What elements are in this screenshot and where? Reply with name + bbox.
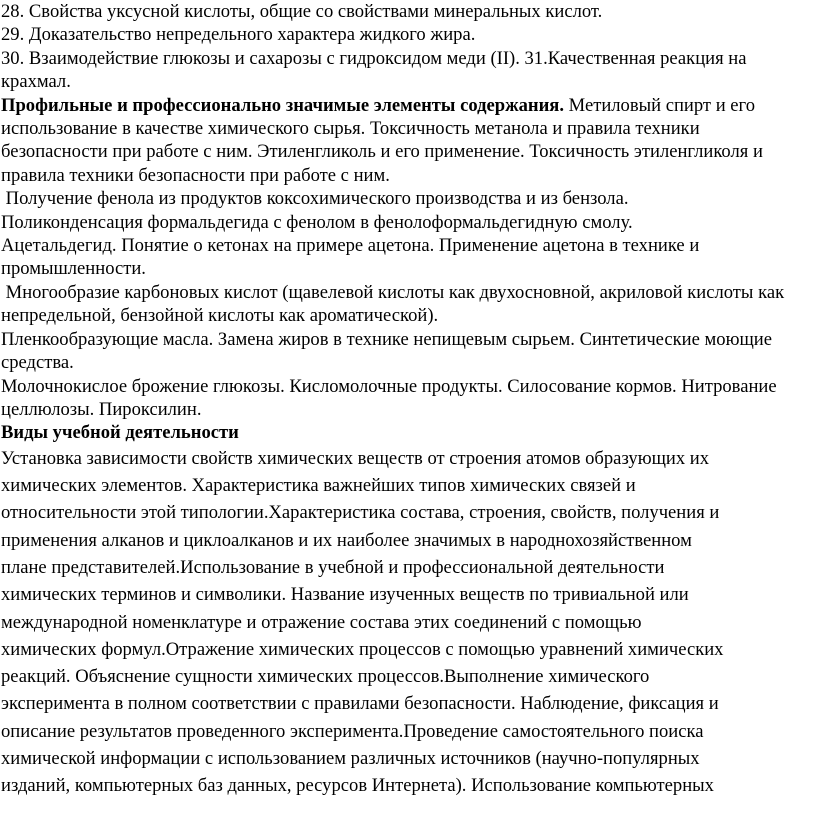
list-item-30-31: 30. Взаимодействие глюкозы и сахарозы с гидроксидом меди (II). 31.Качественная реакция на крахмал. (1, 47, 747, 93)
activities-line: химической информации с использованием различных источников (научно-популярных (1, 747, 700, 769)
list-item-29: 29. Доказательство непредельного характера жидкого жира. (1, 24, 476, 46)
profile-section-heading: Профильные и профессионально значимые элементы содержания. (1, 94, 565, 116)
activities-line: описание результатов проведенного эксперимента.Проведение самостоятельного поиска (1, 720, 704, 742)
paragraph-phenol: Получение фенола из продуктов коксохимического производства и из бензола. Поликонденсация формальдегида с фенолом в фенолоформальдегидную смолу. (1, 188, 634, 233)
activities-line: реакций. Объяснение сущности химических процессов.Выполнение химического (1, 666, 650, 688)
activities-line: Установка зависимости свойств химических веществ от строения атомов образующих их (1, 447, 710, 469)
profile-intro-text: Метиловый спирт и его использование в качестве химического сырья. Токсичность метанола и правила техники безопасности при работе с ним. Этиленгликоль и его применение. Токсичность этиленгликоля и правила техники безопасности при работе с ним. (1, 94, 763, 186)
paragraph-oils: Пленкообразующие масла. Замена жиров в технике непищевым сырьем. Синтетические моющие средства. (1, 328, 773, 374)
activities-line: химических терминов и символики. Название изученных веществ по тривиальной или (1, 584, 689, 606)
paragraph-carboxylic-acids: Многообразие карбоновых кислот (щавелевой кислоты как двухосновной, акриловой кислоты как непредельной, бензойной кислоты как ароматической). (1, 281, 789, 327)
activities-line: химических элементов. Характеристика важнейших типов химических связей и (1, 475, 636, 497)
activities-line: применения алканов и циклоалканов и их наиболее значимых в народнохозяйственном (1, 529, 692, 551)
activities-line: химических формул.Отражение химических процессов с помощью уравнений химических (1, 638, 724, 660)
paragraph-fermentation: Молочнокислое брожение глюкозы. Кисломолочные продукты. Силосование кормов. Нитрование целлюлозы. Пироксилин. (1, 375, 777, 420)
list-item-28: 28. Свойства уксусной кислоты, общие со свойствами минеральных кислот. (1, 1, 603, 22)
top-block (1, 0, 815, 445)
activities-line: плане представителей.Использование в учебной и профессиональной деятельности (1, 556, 665, 578)
activities-line: эксперимента в полном соответствии с правилами безопасности. Наблюдение, фиксация и (1, 693, 719, 715)
activities-line: изданий, компьютерных баз данных, ресурсов Интернета). Использование компьютерных (1, 775, 714, 797)
activities-line: относительности этой типологии.Характеристика состава, строения, свойств, получения и (1, 502, 720, 524)
activities-section-heading: Виды учебной деятельности (1, 422, 239, 444)
document-page (1, 0, 815, 800)
activities-block (1, 445, 815, 800)
paragraph-acetaldehyde: Ацетальдегид. Понятие о кетонах на примере ацетона. Применение ацетона в технике и промышленности. (1, 235, 700, 280)
profile-intro-paragraph (1, 94, 801, 188)
activities-line: международной номенклатуре и отражение состава этих соединений с помощью (1, 611, 642, 633)
